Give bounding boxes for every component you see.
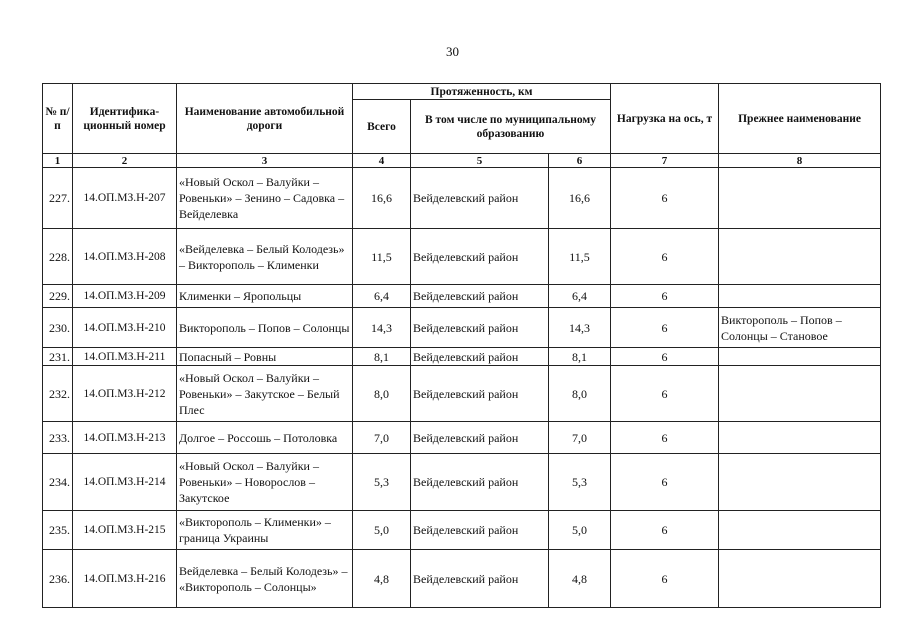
road-name: «Викторополь – Клименки» – граница Украины <box>177 511 353 550</box>
table-header <box>43 84 881 168</box>
length-district: 11,5 <box>549 229 611 285</box>
column-number: 2 <box>73 154 177 168</box>
former-name <box>719 550 881 608</box>
road-name: «Новый Оскол – Валуйки – Ровеньки» – Зенино – Садовка – Вейделевка <box>177 168 353 229</box>
road-name: «Новый Оскол – Валуйки – Ровеньки» – Новорослов – Закутское <box>177 454 353 511</box>
length-district: 6,4 <box>549 285 611 308</box>
length-total: 11,5 <box>353 229 411 285</box>
table-row <box>43 422 881 454</box>
table-row <box>43 168 881 229</box>
header-name: Наименование автомобильной дороги <box>177 84 353 154</box>
header-municipal: В том числе по муниципальному образованию <box>411 100 611 154</box>
row-number: 228. <box>43 229 73 285</box>
district: Вейделевский район <box>411 366 549 422</box>
axle-load: 6 <box>611 168 719 229</box>
length-total: 7,0 <box>353 422 411 454</box>
former-name <box>719 285 881 308</box>
former-name: Викторополь – Попов – Солонцы – Становое <box>719 308 881 348</box>
header-load: Нагрузка на ось, т <box>611 84 719 154</box>
district: Вейделевский район <box>411 454 549 511</box>
former-name <box>719 348 881 366</box>
roads-table <box>42 83 881 608</box>
row-number: 230. <box>43 308 73 348</box>
table-row <box>43 308 881 348</box>
length-district: 5,3 <box>549 454 611 511</box>
road-name: «Новый Оскол – Валуйки – Ровеньки» – Закутское – Белый Плес <box>177 366 353 422</box>
row-number: 233. <box>43 422 73 454</box>
column-number: 4 <box>353 154 411 168</box>
former-name <box>719 454 881 511</box>
page-number: 30 <box>446 44 459 59</box>
road-name: Долгое – Россошь – Потоловка <box>177 422 353 454</box>
district: Вейделевский район <box>411 285 549 308</box>
row-number: 235. <box>43 511 73 550</box>
district: Вейделевский район <box>411 550 549 608</box>
axle-load: 6 <box>611 511 719 550</box>
road-id: 14.ОП.МЗ.Н-216 <box>73 550 177 608</box>
former-name <box>719 366 881 422</box>
length-total: 14,3 <box>353 308 411 348</box>
road-id: 14.ОП.МЗ.Н-214 <box>73 454 177 511</box>
row-number: 229. <box>43 285 73 308</box>
road-id: 14.ОП.МЗ.Н-210 <box>73 308 177 348</box>
axle-load: 6 <box>611 285 719 308</box>
length-total: 5,0 <box>353 511 411 550</box>
table-row <box>43 511 881 550</box>
column-number: 1 <box>43 154 73 168</box>
row-number: 232. <box>43 366 73 422</box>
district: Вейделевский район <box>411 348 549 366</box>
road-id: 14.ОП.МЗ.Н-211 <box>73 348 177 366</box>
header-total: Всего <box>353 100 411 154</box>
road-id: 14.ОП.МЗ.Н-215 <box>73 511 177 550</box>
district: Вейделевский район <box>411 229 549 285</box>
axle-load: 6 <box>611 348 719 366</box>
road-id: 14.ОП.МЗ.Н-209 <box>73 285 177 308</box>
row-number: 234. <box>43 454 73 511</box>
column-number: 3 <box>177 154 353 168</box>
header-length-group: Протяженность, км <box>353 84 611 100</box>
length-total: 6,4 <box>353 285 411 308</box>
road-name: Попасный – Ровны <box>177 348 353 366</box>
axle-load: 6 <box>611 366 719 422</box>
axle-load: 6 <box>611 308 719 348</box>
length-total: 5,3 <box>353 454 411 511</box>
road-name: Клименки – Яропольцы <box>177 285 353 308</box>
former-name <box>719 422 881 454</box>
length-total: 16,6 <box>353 168 411 229</box>
district: Вейделевский район <box>411 422 549 454</box>
road-id: 14.ОП.МЗ.Н-213 <box>73 422 177 454</box>
length-district: 14,3 <box>549 308 611 348</box>
road-name: Вейделевка – Белый Колодезь» – «Викторополь – Солонцы» <box>177 550 353 608</box>
road-name: «Вейделевка – Белый Колодезь» – Викторополь – Клименки <box>177 229 353 285</box>
table-row <box>43 285 881 308</box>
road-id: 14.ОП.МЗ.Н-208 <box>73 229 177 285</box>
length-total: 8,0 <box>353 366 411 422</box>
road-name: Викторополь – Попов – Солонцы <box>177 308 353 348</box>
table-row <box>43 454 881 511</box>
road-id: 14.ОП.МЗ.Н-212 <box>73 366 177 422</box>
column-number: 6 <box>549 154 611 168</box>
length-district: 4,8 <box>549 550 611 608</box>
former-name <box>719 511 881 550</box>
column-number: 7 <box>611 154 719 168</box>
road-id: 14.ОП.МЗ.Н-207 <box>73 168 177 229</box>
row-number: 236. <box>43 550 73 608</box>
former-name <box>719 168 881 229</box>
column-number-row <box>43 154 881 168</box>
table-body <box>43 168 881 608</box>
district: Вейделевский район <box>411 168 549 229</box>
length-district: 5,0 <box>549 511 611 550</box>
axle-load: 6 <box>611 454 719 511</box>
length-district: 7,0 <box>549 422 611 454</box>
axle-load: 6 <box>611 229 719 285</box>
district: Вейделевский район <box>411 511 549 550</box>
header-num: № п/п <box>43 84 73 154</box>
length-district: 16,6 <box>549 168 611 229</box>
table-row <box>43 366 881 422</box>
column-number: 8 <box>719 154 881 168</box>
length-district: 8,1 <box>549 348 611 366</box>
header-id: Идентифика-ционный номер <box>73 84 177 154</box>
row-number: 227. <box>43 168 73 229</box>
axle-load: 6 <box>611 422 719 454</box>
length-district: 8,0 <box>549 366 611 422</box>
former-name <box>719 229 881 285</box>
length-total: 8,1 <box>353 348 411 366</box>
table-row <box>43 550 881 608</box>
table-row <box>43 348 881 366</box>
table-row <box>43 229 881 285</box>
header-former: Прежнее наименование <box>719 84 881 154</box>
length-total: 4,8 <box>353 550 411 608</box>
district: Вейделевский район <box>411 308 549 348</box>
column-number: 5 <box>411 154 549 168</box>
axle-load: 6 <box>611 550 719 608</box>
row-number: 231. <box>43 348 73 366</box>
